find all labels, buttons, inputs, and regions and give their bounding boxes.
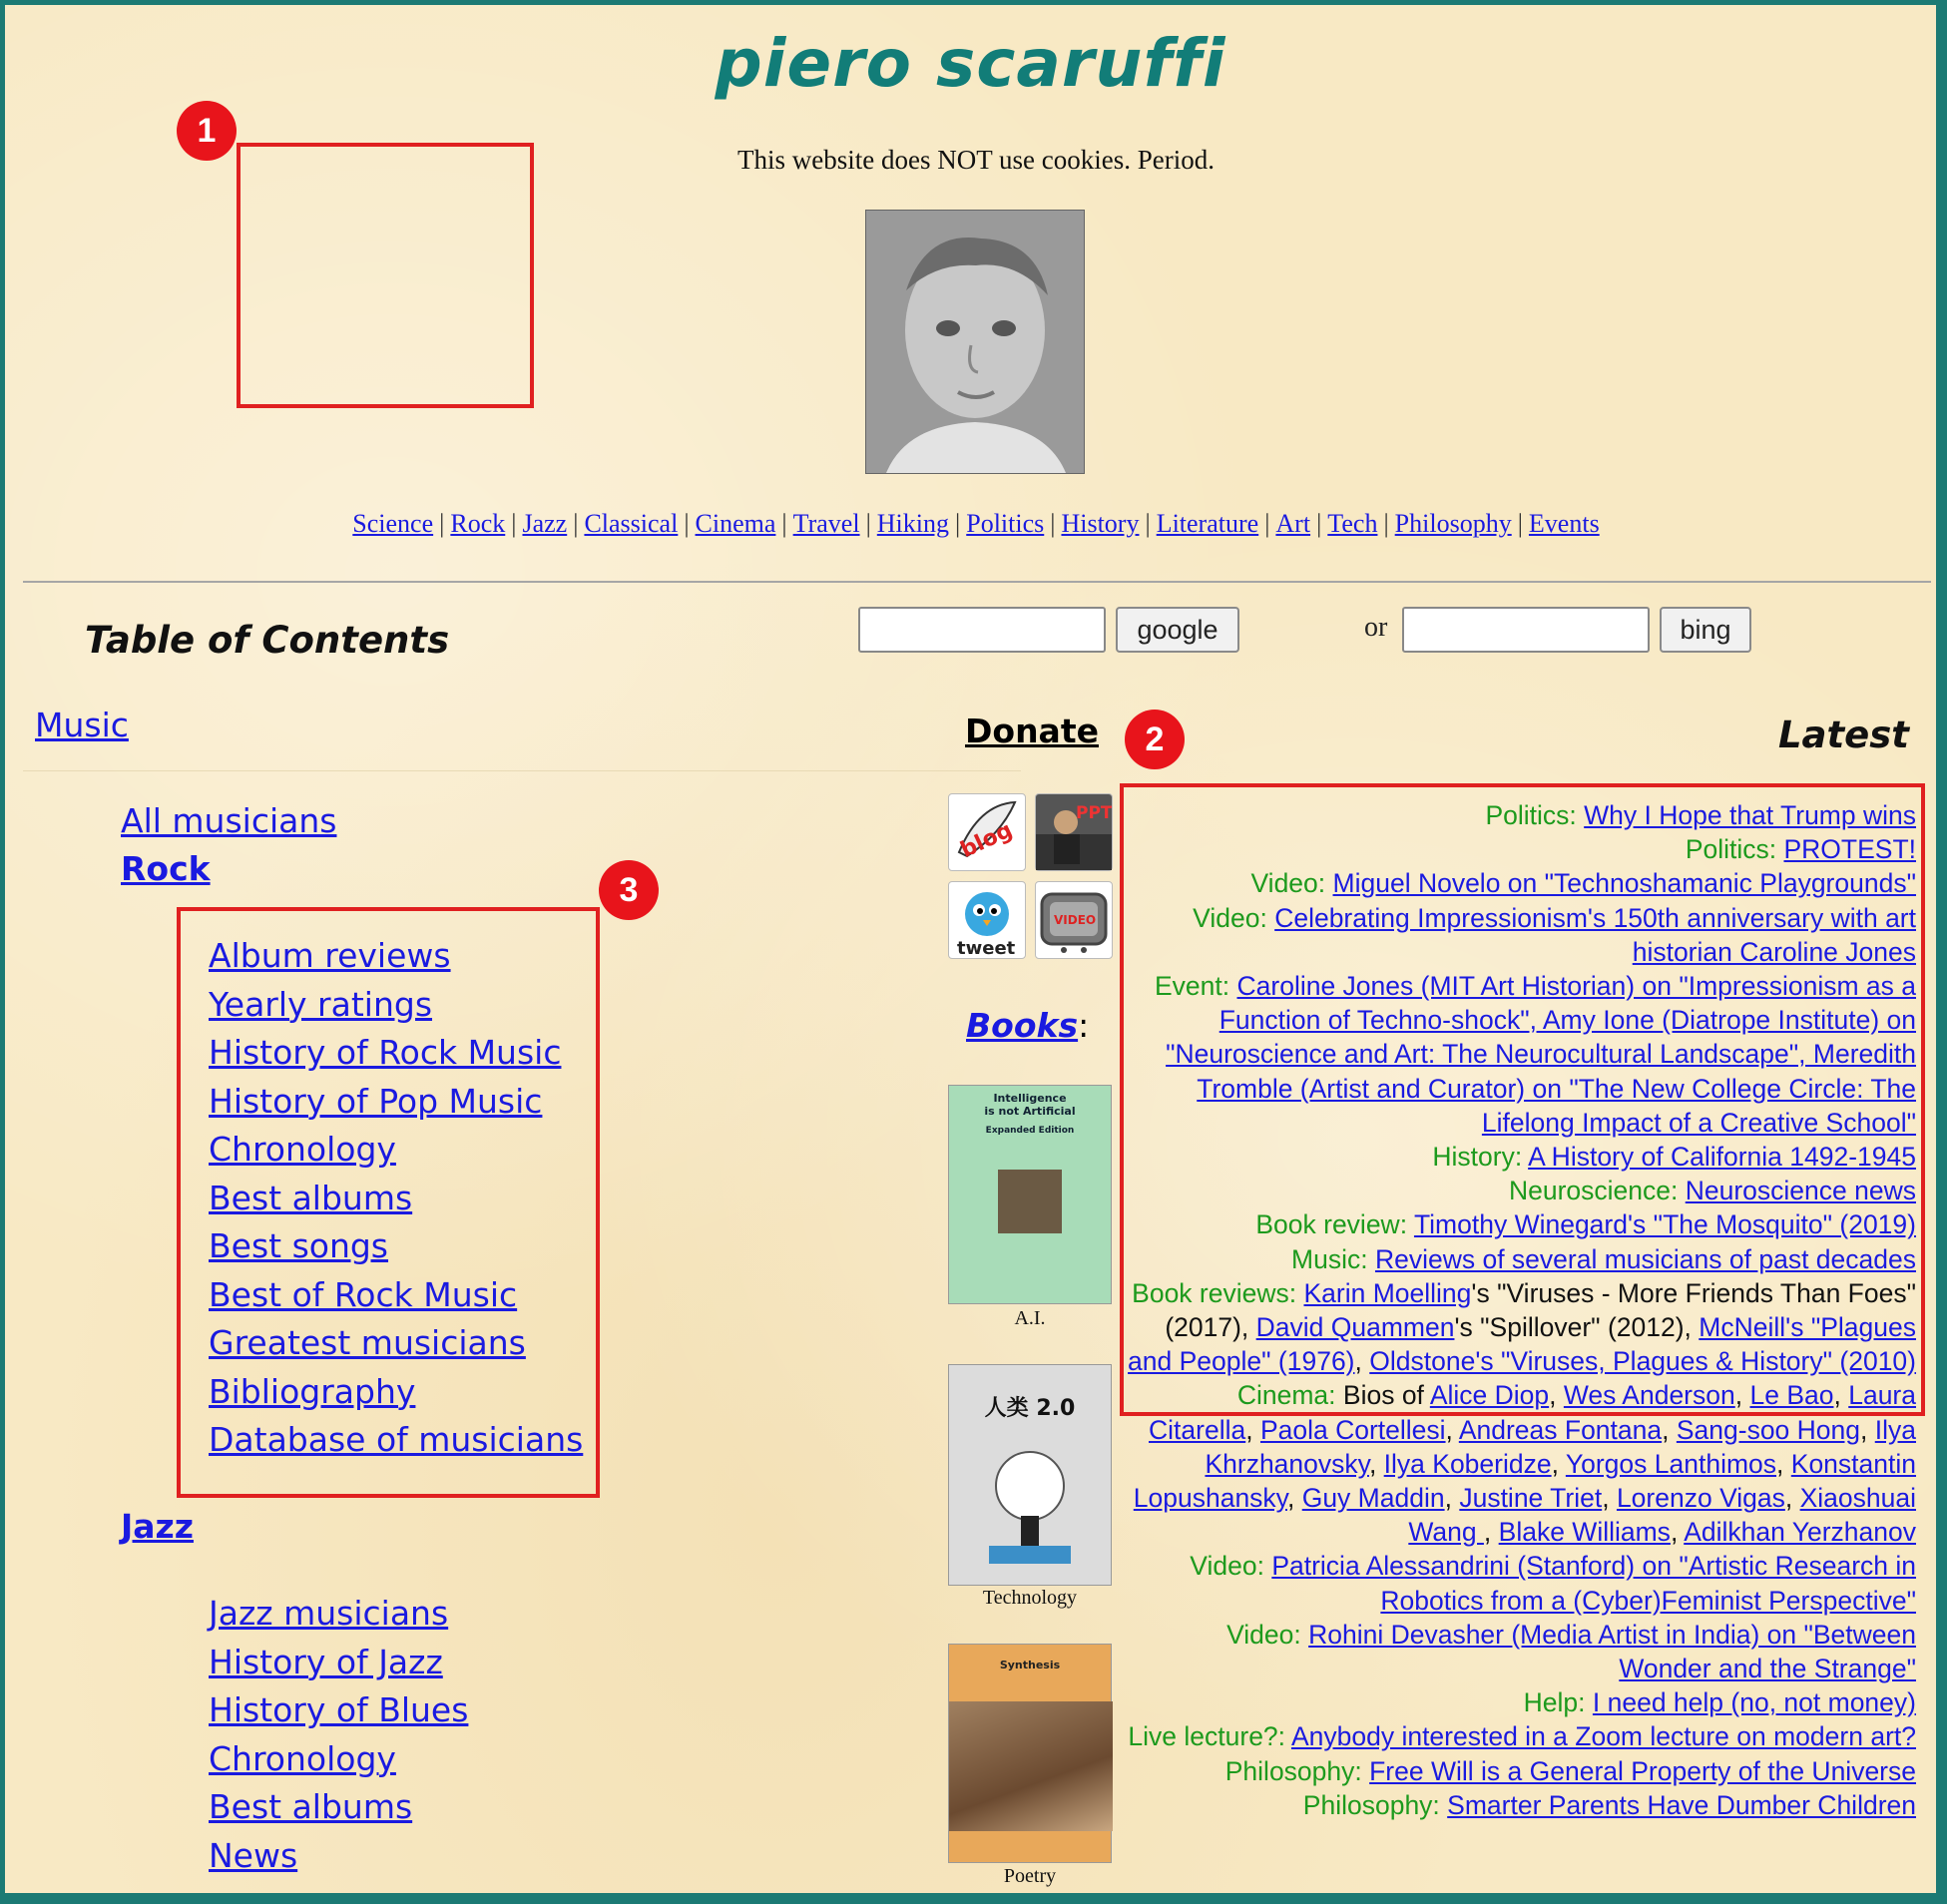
latest-entry-link[interactable]: Le Bao — [1749, 1380, 1834, 1411]
latest-entry — [1128, 1788, 1916, 1822]
nav-link-literature[interactable]: Literature — [1156, 509, 1259, 538]
latest-entry-link[interactable]: Konstantin Lopushansky — [1133, 1448, 1916, 1514]
latest-entry-text: Bios of — [1342, 1380, 1430, 1411]
latest-entry-text: , — [1784, 1483, 1800, 1514]
topic-nav — [5, 509, 1936, 539]
latest-entry-link[interactable]: Reviews of several musicians of past decades — [1374, 1243, 1916, 1274]
latest-entry-category: Video: — [1193, 902, 1275, 933]
latest-entry-link[interactable]: Ilya Koberidze — [1383, 1448, 1552, 1479]
rock-list-item[interactable]: Album reviews — [209, 936, 451, 975]
latest-entry-category: Philosophy: — [1302, 1789, 1448, 1820]
latest-entry — [1128, 798, 1916, 832]
latest-entry-category: Video: — [1226, 1619, 1309, 1650]
latest-entry-category: Event: — [1155, 971, 1237, 1002]
nav-link-events[interactable]: Events — [1528, 509, 1600, 538]
latest-entry-link[interactable]: Why I Hope that Trump wins — [1584, 800, 1916, 830]
nav-separator: | — [1050, 509, 1056, 538]
latest-entry-link[interactable]: Paola Cortellesi — [1259, 1414, 1446, 1445]
svg-text:PPT: PPT — [1076, 803, 1112, 823]
nav-separator: | — [865, 509, 871, 538]
latest-entry-text: , — [1445, 1414, 1459, 1445]
all-musicians-link[interactable]: All musicians — [121, 801, 337, 840]
jazz-list-item[interactable]: Jazz musicians — [209, 1594, 449, 1633]
latest-entry-category: Video: — [1250, 868, 1333, 899]
book-caption-ai: A.I. — [1014, 1307, 1046, 1329]
nav-separator: | — [1316, 509, 1322, 538]
music-link[interactable]: Music — [35, 706, 129, 744]
latest-entry — [1128, 1207, 1916, 1241]
book-poetry-title: Synthesis — [999, 1659, 1061, 1671]
latest-entry-text: , — [1860, 1414, 1875, 1445]
video-icon[interactable] — [1035, 881, 1113, 959]
nav-link-art[interactable]: Art — [1275, 509, 1311, 538]
nav-link-travel[interactable]: Travel — [792, 509, 860, 538]
latest-entry-link[interactable]: Guy Maddin — [1301, 1483, 1445, 1514]
cookie-notice: This website does NOT use cookies. Period. — [737, 145, 1215, 175]
book-ai-image — [998, 1170, 1062, 1233]
annotation-badge-3: 3 — [599, 860, 659, 920]
latest-entry-text: 's "Spillover" (2012), — [1454, 1312, 1700, 1343]
latest-list — [1128, 798, 1916, 1822]
latest-entry-text: , — [1734, 1380, 1750, 1411]
site-logo[interactable]: piero scaruffi — [715, 25, 1226, 102]
jazz-link[interactable]: Jazz — [121, 1507, 194, 1546]
latest-entry-category: Live lecture?: — [1128, 1721, 1291, 1752]
latest-entry-text: , — [1602, 1483, 1617, 1514]
donate-link[interactable]: Donate — [965, 712, 1099, 750]
portrait-photo — [865, 210, 1085, 474]
latest-entry-text: , — [1776, 1448, 1791, 1479]
books-heading — [966, 1006, 1089, 1045]
latest-entry-text: , — [1833, 1380, 1849, 1411]
latest-entry-link[interactable]: Celebrating Impressionism's 150th anniversary with art historian Caroline Jones — [1274, 902, 1916, 967]
nav-link-hiking[interactable]: Hiking — [876, 509, 950, 538]
jazz-list-item[interactable]: History of Jazz — [209, 1642, 443, 1681]
latest-entry-link[interactable]: PROTEST! — [1783, 834, 1916, 865]
latest-entry — [1128, 1174, 1916, 1207]
latest-entry-link[interactable]: Adilkhan Yerzhanov — [1684, 1517, 1916, 1548]
latest-entry-text: , — [1670, 1517, 1685, 1548]
section-rule — [23, 770, 1021, 771]
latest-entry-category: Video: — [1190, 1551, 1272, 1582]
nav-separator: | — [781, 509, 787, 538]
books-colon: : — [1078, 1006, 1090, 1045]
book-cover-ai[interactable] — [948, 1085, 1112, 1304]
latest-entry-link[interactable]: Smarter Parents Have Dumber Children — [1447, 1789, 1916, 1820]
book-ai-title-line: Intelligence — [993, 1092, 1067, 1105]
nav-separator: | — [439, 509, 445, 538]
latest-entry-link[interactable]: Xiaoshuai Wang — [1408, 1483, 1916, 1548]
rock-list-item[interactable]: Bibliography — [209, 1371, 416, 1411]
jazz-list-item[interactable]: News — [209, 1835, 298, 1875]
rock-link[interactable]: Rock — [121, 849, 211, 888]
svg-text:VIDEO: VIDEO — [1054, 913, 1097, 927]
latest-entry-link[interactable]: Miguel Novelo on "Technoshamanic Playgrounds" — [1332, 868, 1916, 899]
google-button[interactable]: google — [1116, 607, 1239, 653]
nav-separator: | — [573, 509, 579, 538]
latest-entry-link[interactable]: Sang-soo Hong — [1676, 1414, 1861, 1445]
latest-entry-link[interactable]: Yorgos Lanthimos — [1565, 1448, 1777, 1479]
latest-entry — [1128, 1242, 1916, 1276]
nav-link-cinema[interactable]: Cinema — [695, 509, 776, 538]
blog-icon[interactable] — [948, 793, 1026, 871]
latest-entry-text: , — [1551, 1448, 1566, 1479]
svg-text:tweet: tweet — [957, 938, 1016, 958]
nav-link-politics[interactable]: Politics — [966, 509, 1045, 538]
latest-entry-category: Philosophy: — [1224, 1755, 1370, 1786]
nav-separator: | — [1383, 509, 1389, 538]
svg-text:blog: blog — [956, 817, 1017, 863]
latest-entry — [1128, 866, 1916, 900]
annotation-badge-1: 1 — [177, 101, 237, 161]
nav-separator: | — [1517, 509, 1523, 538]
latest-entry-text: , — [1368, 1448, 1384, 1479]
latest-entry — [1128, 1685, 1916, 1719]
latest-entry-link[interactable]: Ilya Khrzhanovsky — [1205, 1414, 1916, 1479]
jazz-list-item[interactable]: Chronology — [209, 1738, 396, 1778]
toc-title: Table of Contents — [85, 619, 450, 662]
latest-entry-text: , — [1483, 1517, 1499, 1548]
latest-entry-text: 's "Viruses - More Friends Than Foes" (2017), — [1165, 1277, 1916, 1343]
latest-entry-link[interactable]: Free Will is a General Property of the Universe — [1369, 1755, 1916, 1786]
latest-entry-link[interactable]: Timothy Winegard's "The Mosquito" (2019) — [1413, 1209, 1916, 1240]
nav-link-history[interactable]: History — [1061, 509, 1140, 538]
latest-entry — [1128, 1140, 1916, 1174]
nav-link-jazz[interactable]: Jazz — [522, 509, 568, 538]
latest-entry-link[interactable]: Andreas Fontana — [1458, 1414, 1663, 1445]
books-link[interactable]: Books — [966, 1006, 1079, 1045]
rock-list-item[interactable]: Best of Rock Music — [209, 1274, 518, 1314]
latest-entry-link[interactable]: Alice Diop — [1429, 1380, 1550, 1411]
nav-separator: | — [684, 509, 690, 538]
latest-entry-link[interactable]: Patricia Alessandrini (Stanford) on "Artistic Research in Robotics from a (Cyber)Feminist Perspective" — [1271, 1551, 1916, 1616]
latest-entry — [1128, 1276, 1916, 1379]
latest-entry-text: , — [1354, 1346, 1370, 1377]
latest-entry-link[interactable]: Rohini Devasher (Media Artist in India) on "Between Wonder and the Strange" — [1308, 1619, 1916, 1684]
latest-entry — [1128, 1618, 1916, 1685]
latest-entry-category: Cinema: — [1236, 1380, 1343, 1411]
latest-entry-category: Neuroscience: — [1508, 1176, 1686, 1206]
latest-entry-link[interactable]: Neuroscience news — [1685, 1176, 1916, 1206]
latest-entry-text: , — [1444, 1483, 1460, 1514]
nav-link-tech[interactable]: Tech — [1327, 509, 1378, 538]
rock-list-item[interactable]: History of Pop Music — [209, 1081, 543, 1121]
rock-list-item[interactable]: Database of musicians — [209, 1420, 584, 1459]
nav-link-philosophy[interactable]: Philosophy — [1394, 509, 1512, 538]
latest-entry-category: Book review: — [1255, 1209, 1414, 1240]
latest-entry-category: Politics: — [1485, 800, 1585, 830]
book-cover-technology[interactable] — [948, 1364, 1112, 1586]
tweet-icon[interactable] — [948, 881, 1026, 959]
latest-entry — [1128, 832, 1916, 866]
latest-entry-link[interactable]: David Quammen — [1255, 1312, 1455, 1343]
latest-entry-link[interactable]: I need help (no, not money) — [1592, 1687, 1916, 1718]
latest-entry-link[interactable]: Wes Anderson — [1563, 1380, 1735, 1411]
jazz-list-item[interactable]: Best albums — [209, 1787, 413, 1826]
annotation-box-3 — [177, 907, 600, 1498]
annotation-box-1 — [237, 143, 534, 408]
latest-entry-category: Help: — [1523, 1687, 1593, 1718]
book-poetry-image — [949, 1701, 1113, 1831]
latest-entry-category: Book reviews: — [1132, 1277, 1304, 1308]
latest-entry-link[interactable]: McNeill's "Plagues and People" (1976) — [1128, 1312, 1916, 1377]
latest-entry-link[interactable]: Justine Triet — [1459, 1483, 1603, 1514]
bing-search-input[interactable] — [1402, 607, 1650, 653]
latest-entry — [1128, 1378, 1916, 1549]
page — [5, 5, 1936, 1893]
book-caption-technology: Technology — [982, 1587, 1078, 1609]
latest-entry-text: , — [1245, 1414, 1260, 1445]
nav-separator: | — [1264, 509, 1270, 538]
book-ai-title-line: Expanded Edition — [985, 1126, 1075, 1136]
latest-entry-link[interactable]: Caroline Jones (MIT Art Historian) on "Impressionism as a Function of Techno-shock", Amy Ione (Diatrope Institute) on "Neuroscience and Art: The Neurocultural Landscape", Meredith Tromble (Artist and Curator) on "The New College Circle: The Lifelong Impact of a Creative School" — [1166, 971, 1916, 1138]
rock-list-item[interactable]: Best albums — [209, 1178, 413, 1217]
latest-entry-text: , — [1286, 1483, 1302, 1514]
latest-entry-category: Politics: — [1685, 834, 1784, 865]
latest-entry — [1128, 969, 1916, 1140]
latest-entry — [1128, 1719, 1916, 1753]
latest-entry-category: Music: — [1291, 1243, 1375, 1274]
nav-separator: | — [955, 509, 961, 538]
jazz-list — [209, 1590, 468, 1880]
latest-entry-link[interactable]: Laura Citarella — [1149, 1380, 1916, 1445]
nav-separator: | — [1145, 509, 1151, 538]
book-caption-poetry: Poetry — [1003, 1865, 1057, 1887]
google-search-input[interactable] — [858, 607, 1106, 653]
jazz-list-item[interactable]: History of Blues — [209, 1690, 469, 1729]
ppt-icon[interactable] — [1035, 793, 1113, 871]
latest-entry-link[interactable]: Karin Moelling — [1303, 1277, 1472, 1308]
latest-entry-link[interactable]: Oldstone's "Viruses, Plagues & History" (2010) — [1369, 1346, 1916, 1377]
latest-entry-link[interactable]: Blake Williams — [1498, 1517, 1671, 1548]
latest-entry-text: , — [1549, 1380, 1564, 1411]
latest-entry — [1128, 1754, 1916, 1788]
latest-entry-link[interactable]: Anybody interested in a Zoom lecture on modern art? — [1290, 1721, 1916, 1752]
latest-entry — [1128, 901, 1916, 969]
rock-list-item[interactable]: Yearly ratings — [209, 984, 433, 1024]
nav-link-classical[interactable]: Classical — [584, 509, 679, 538]
latest-entry-link[interactable]: A History of California 1492-1945 — [1528, 1142, 1916, 1173]
latest-entry-category: History: — [1432, 1142, 1529, 1173]
nav-separator: | — [511, 509, 517, 538]
latest-entry-text: , — [1662, 1414, 1677, 1445]
book-cover-poetry[interactable] — [948, 1644, 1112, 1863]
rock-list-item[interactable]: History of Rock Music — [209, 1033, 562, 1072]
divider — [23, 581, 1931, 583]
annotation-badge-2: 2 — [1125, 710, 1185, 769]
rock-list-item[interactable]: Chronology — [209, 1130, 396, 1169]
bing-button[interactable]: bing — [1660, 607, 1751, 653]
nav-link-science[interactable]: Science — [352, 509, 434, 538]
book-ai-title-line: is not Artificial — [984, 1105, 1076, 1118]
latest-heading: Latest — [1777, 714, 1909, 756]
rock-list-item[interactable]: Best songs — [209, 1226, 389, 1265]
rock-list-item[interactable]: Greatest musicians — [209, 1323, 526, 1362]
book-tech-title: 人类 2.0 — [984, 1396, 1076, 1421]
or-label: or — [1364, 612, 1388, 643]
nav-link-rock[interactable]: Rock — [450, 509, 506, 538]
latest-entry-link[interactable]: Lorenzo Vigas — [1616, 1483, 1785, 1514]
latest-entry — [1128, 1549, 1916, 1617]
